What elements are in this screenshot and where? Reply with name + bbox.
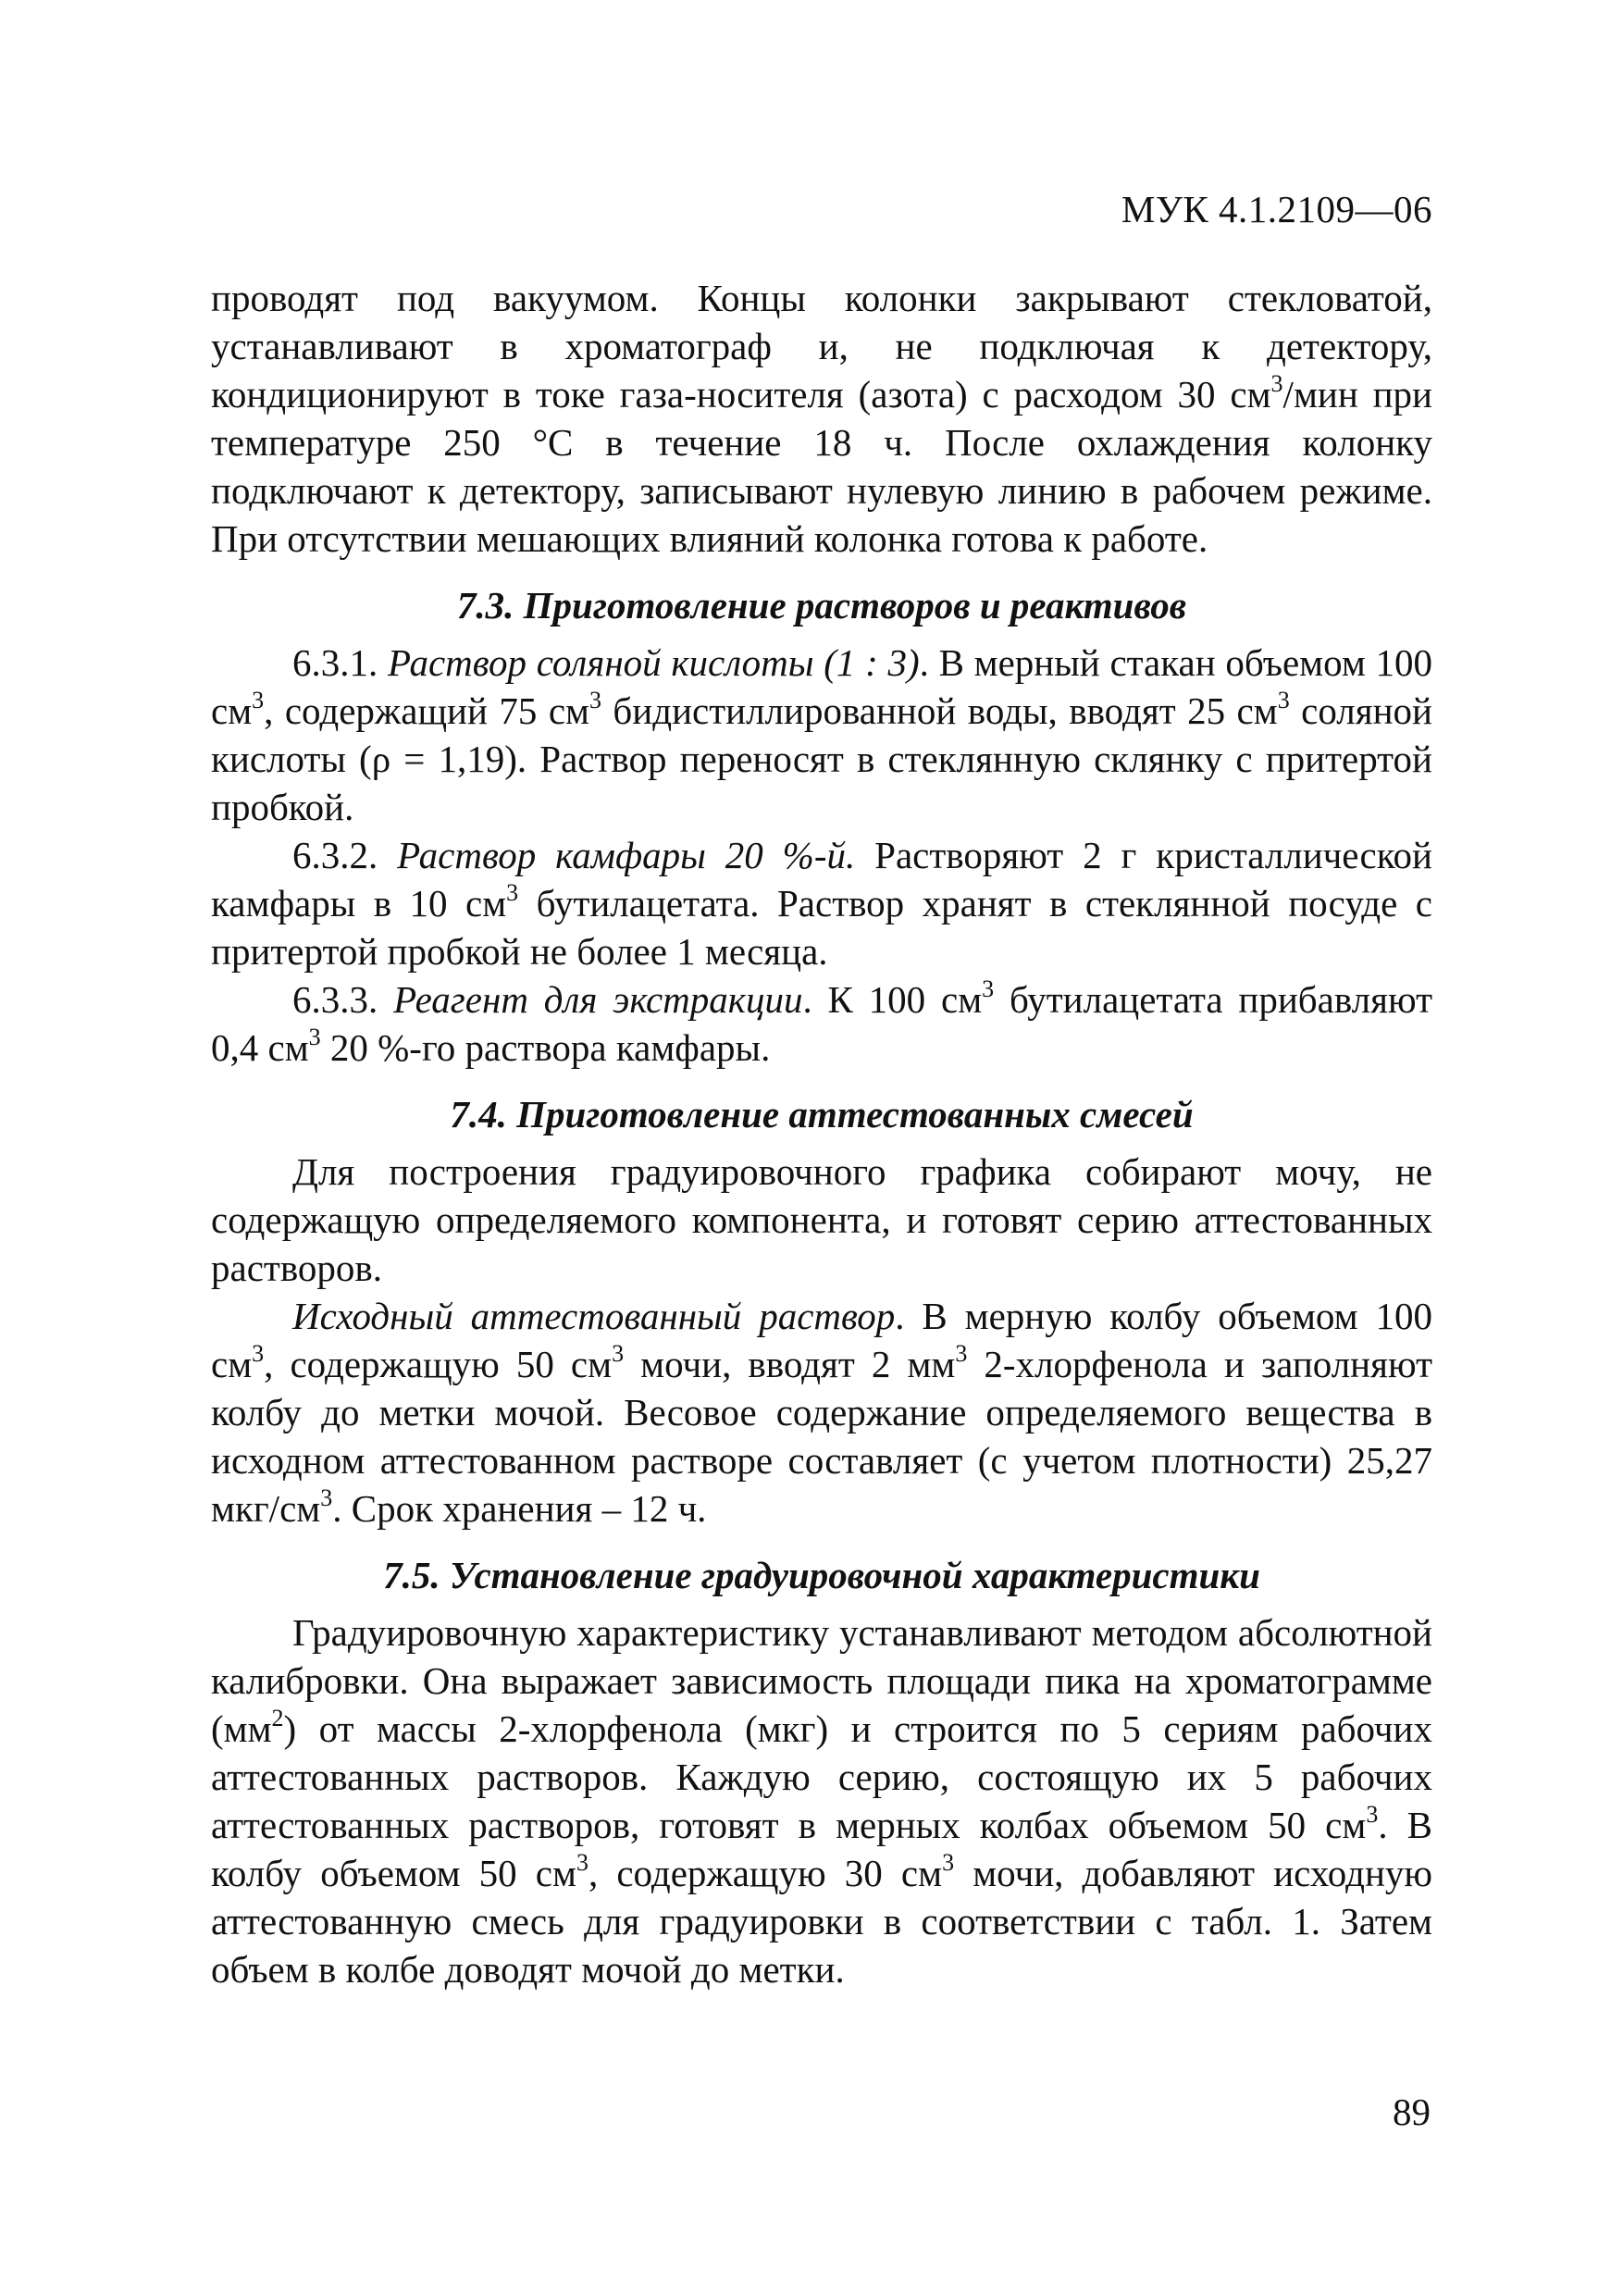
superscript: 3 xyxy=(252,687,265,714)
clause-number: 6.3.2. xyxy=(292,834,398,876)
text-run: . В колбу объемом 50 см xyxy=(211,1804,1432,1894)
text-run: . К 100 см xyxy=(802,978,983,1021)
clause-lead: Реагент для экстракции xyxy=(393,978,803,1021)
paragraph-7-4-intro: Для построения градуировочного графика собирают мочу, не содержащую определяемого компонента, и готовят серию аттестованных растворов. xyxy=(211,1150,1432,1289)
clause-number: 6.3.1. xyxy=(292,641,388,684)
text-run: бутилацетата прибавляют 0,4 см xyxy=(211,978,1432,1069)
superscript: 3 xyxy=(320,1484,333,1512)
superscript: 3 xyxy=(942,1849,955,1877)
text-run: бидистиллированной воды, вводят 25 см xyxy=(601,689,1278,732)
superscript: 3 xyxy=(588,687,601,714)
text-run: 20 %-го раствора камфары. xyxy=(320,1026,771,1069)
page-number: 89 xyxy=(1393,2091,1431,2133)
section-heading-7-5: 7.5. Установление градуировочной характеристики xyxy=(383,1554,1260,1596)
clause-number: 6.3.3. xyxy=(292,978,394,1021)
superscript: 3 xyxy=(506,879,519,907)
text-run: Градуировочную характеристику устанавливают методом абсолютной калибровки. Она выражает зависимость площади пика на хроматограмме (мм xyxy=(211,1611,1432,1750)
superscript: 3 xyxy=(1366,1801,1379,1829)
superscript: 3 xyxy=(1277,687,1290,714)
superscript: 3 xyxy=(252,1340,265,1368)
section-heading-7-4: 7.4. Приготовление аттестованных смесей xyxy=(450,1093,1194,1136)
text-run: соляной кислоты (ρ = 1,19). Раствор переносят в стеклянную склянку с притертой пробкой. xyxy=(211,689,1432,828)
text-run: . В мерную колбу объемом 100 см xyxy=(211,1295,1432,1385)
text-run: 2-хлорфенола и заполняют колбу до метки мочой. Весовое содержание определяемого вещества в исходном аттестованном растворе составляет (с учетом плотности) 25,27 мкг/см xyxy=(211,1343,1432,1530)
paragraph-6-3-1 xyxy=(211,639,1432,831)
text-run: мочи, вводят 2 мм xyxy=(624,1343,956,1385)
text-run: проводят под вакуумом. Концы колонки закрывают стекловатой, устанавливают в хроматограф и, не подключая к детектору, кондиционируют в токе газа-носителя (азота) с расходом 30 см xyxy=(211,277,1432,416)
superscript: 3 xyxy=(576,1849,588,1877)
paragraph-stock-solution xyxy=(211,1292,1432,1533)
text-run: /мин при температуре 250 °С в течение 18 ч. После охлаждения колонку подключают к детектору, записывают нулевую линию в рабочем режиме. При отсутствии мешающих влияний колонка готова к работе. xyxy=(211,373,1432,560)
text-run: мочи, добавляют исходную аттестованную смесь для градуировки в соответствии с табл. 1. Затем объем в колбе доводят мочой до метки. xyxy=(211,1852,1433,1991)
text-run: , содержащую 30 см xyxy=(588,1852,943,1894)
superscript: 3 xyxy=(612,1340,625,1368)
paragraph-6-3-3 xyxy=(211,975,1432,1072)
intro-paragraph xyxy=(211,274,1432,563)
text-run: , содержащую 50 см xyxy=(264,1343,613,1385)
clause-lead: Раствор соляной кислоты (1 : 3) xyxy=(387,641,920,684)
paragraph-6-3-2 xyxy=(211,831,1432,975)
text-run: бутилацетата. Раствор хранят в стеклянной посуде с притертой пробкой не более 1 месяца. xyxy=(211,882,1432,973)
text-run: ) от массы 2-хлорфенола (мкг) и строится по 5 сериям рабочих аттестованных растворов. Каждую серию, состоящую их 5 рабочих аттестованных растворов, готовят в мерных колбах объемом 50 см xyxy=(211,1707,1432,1846)
superscript: 3 xyxy=(982,975,995,1003)
paragraph-calibration xyxy=(211,1608,1432,1993)
text-run: . Срок хранения – 12 ч. xyxy=(332,1487,707,1530)
superscript: 3 xyxy=(955,1340,968,1368)
text-run: . В мерный стакан объемом 100 см xyxy=(211,641,1432,732)
section-heading-7-3: 7.3. Приготовление растворов и реактивов xyxy=(456,584,1187,627)
superscript: 2 xyxy=(271,1705,284,1732)
superscript: 3 xyxy=(308,1024,321,1051)
superscript: 3 xyxy=(1270,370,1283,398)
clause-lead: Исходный аттестованный раствор xyxy=(292,1295,896,1337)
text-run: , содержащий 75 см xyxy=(264,689,589,732)
clause-lead: Раствор камфары 20 %-й. xyxy=(397,834,856,876)
document-body xyxy=(211,274,1432,1993)
text-run: Растворяют 2 г кристаллической камфары в 10 см xyxy=(211,834,1432,925)
document-code: МУК 4.1.2109—06 xyxy=(1121,188,1432,230)
